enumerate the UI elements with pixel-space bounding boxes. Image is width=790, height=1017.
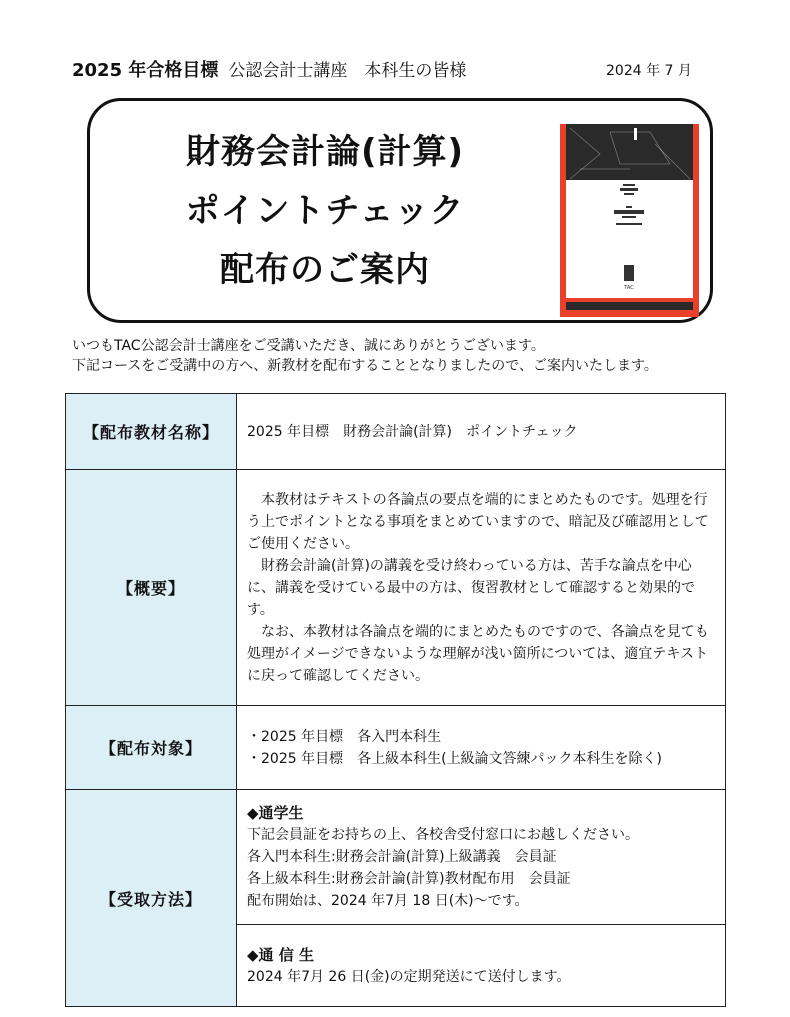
target-item: ・2025 年目標 各上級本科生(上級論文答練パック本科生を除く): [247, 750, 663, 767]
commuter-section: [237, 790, 726, 925]
commuter-title: ◆通学生: [247, 804, 304, 822]
target-item: ・2025 年目標 各入門本科生: [247, 728, 442, 745]
header-date: 2024 年 7 月: [606, 63, 692, 79]
table-row-method: [66, 790, 726, 925]
title-lines: [90, 123, 560, 300]
correspondence-title: ◆通 信 生: [247, 945, 314, 964]
intro-line-1: いつもTAC公認会計士講座をご受講いただき、誠にありがとうございます。: [72, 338, 545, 354]
commuter-line: 配布開始は、2024 年7月 18 日(木)～です。: [247, 893, 529, 909]
target-label: 【配布対象】: [66, 706, 237, 790]
info-table: [65, 393, 726, 1007]
summary-label: 【概要】: [66, 470, 237, 706]
title-line-3: 配布のご案内: [220, 250, 430, 290]
correspondence-section: [237, 925, 726, 1007]
book-brand: TAC: [624, 285, 634, 291]
summary-paragraph-3: なお、本教材は各論点を端的にまとめたものですので、各論点を見ても処理がイメージできないような理解が浅い箇所については、適宜テキストに戻って確認してください。: [247, 623, 709, 684]
summary-content: [237, 470, 726, 706]
title-line-2: ポイントチェック: [185, 191, 465, 231]
commuter-line: 各入門本科生:財務会計論(計算)上級講義 会員証: [247, 849, 557, 865]
summary-paragraph-2: 財務会計論(計算)の講義を受け終わっている方は、苦手な論点を中心に、講義を受けている最中の方は、復習教材として確認すると効果的です。: [247, 557, 695, 618]
correspondence-line: 2024 年7月 26 日(金)の定期発送にて送付します。: [247, 968, 571, 985]
intro-line-2: 下記コースをご受講中の方へ、新教材を配布することとなりましたので、ご案内いたします。: [72, 358, 658, 374]
intro: [72, 336, 658, 376]
material-value: 2025 年目標 財務会計論(計算) ポイントチェック: [237, 394, 726, 470]
title-line-1: 財務会計論(計算): [185, 132, 465, 172]
commuter-line: 下記会員証をお持ちの上、各校舎受付窓口にお越しください。: [247, 827, 639, 843]
table-row-target: [66, 706, 726, 790]
target-content: [237, 706, 726, 790]
method-label: 【受取方法】: [66, 790, 237, 1007]
header-target-year: 2025 年合格目標: [72, 60, 219, 81]
summary-paragraph-1: 本教材はテキストの各論点の要点を端的にまとめたものです。処理を行う上でポイントとなる事項をまとめていますので、暗記及び確認用としてご使用ください。: [247, 491, 709, 552]
header-course: [72, 56, 466, 82]
table-row-summary: [66, 470, 726, 706]
table-row-material: [66, 394, 726, 470]
book-cover-image: [560, 124, 699, 317]
material-label: 【配布教材名称】: [66, 394, 237, 470]
commuter-line: 各上級本科生:財務会計論(計算)教材配布用 会員証: [247, 871, 571, 887]
header-audience: 公認会計士講座 本科生の皆様: [228, 61, 467, 81]
